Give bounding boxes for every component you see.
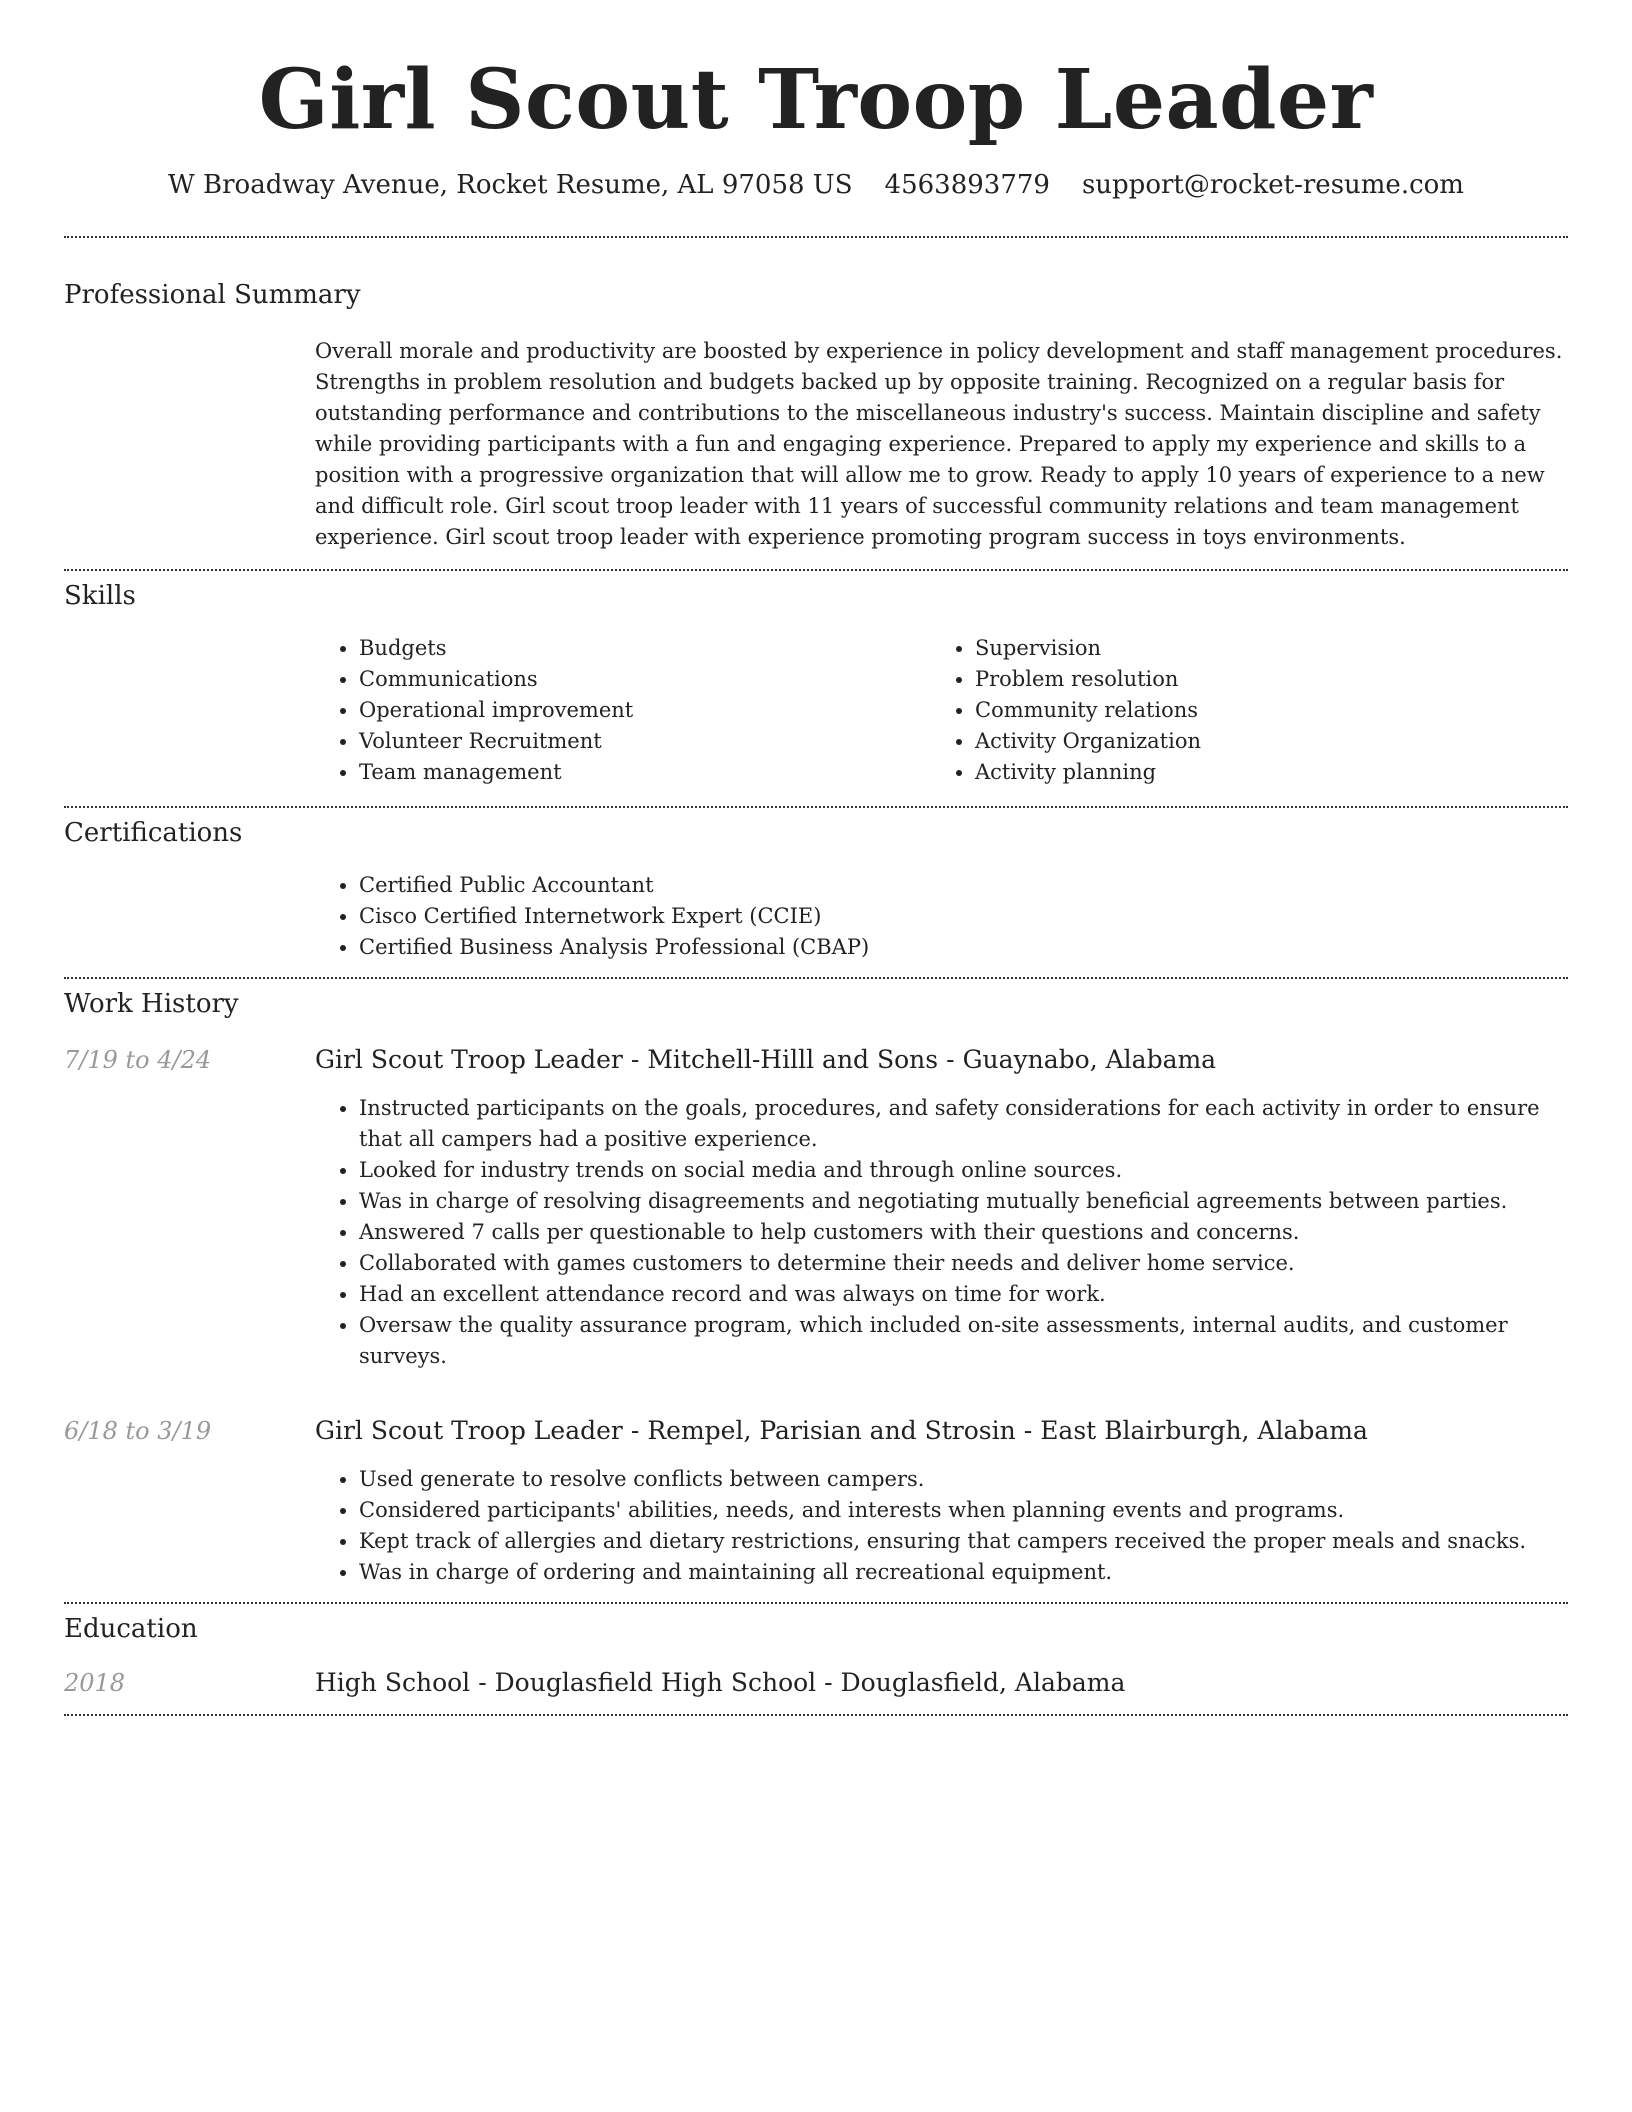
job-bullet: • Used generate to resolve conflicts between campers.	[359, 1464, 1568, 1495]
education-details	[315, 1666, 1568, 1700]
skill-item: • Activity Organization	[975, 726, 1547, 757]
education-degree: High School	[315, 1668, 471, 1697]
section-title-certifications: Certifications	[64, 818, 243, 848]
certifications-section	[64, 808, 1568, 977]
job-bullet: • Oversaw the quality assurance program, which included on-site assessments, internal audits, and customer surveys.	[359, 1310, 1568, 1372]
education-school: Douglasfield High School	[494, 1668, 817, 1697]
resume-header	[0, 0, 1632, 200]
job-role: Girl Scout Troop Leader	[315, 1416, 623, 1445]
certification-item: • Certified Public Accountant	[359, 870, 1568, 901]
skills-list-right	[931, 633, 1547, 788]
candidate-name: Girl Scout Troop Leader	[258, 52, 1374, 148]
summary-section	[64, 238, 1568, 569]
job-location: East Blairburgh, Alabama	[1040, 1416, 1368, 1445]
skills-columns	[315, 633, 1568, 788]
job-bullet: • Kept track of allergies and dietary restrictions, ensuring that campers received the proper meals and snacks.	[359, 1526, 1568, 1557]
contact-line	[0, 170, 1632, 200]
education-year: 2018	[64, 1669, 126, 1697]
job-bullet: • Instructed participants on the goals, procedures, and safety considerations for each activity in order to ensure that all campers had a positive experience.	[359, 1093, 1568, 1155]
section-divider	[64, 1714, 1568, 1716]
education-entry	[64, 1666, 1568, 1700]
skills-list-left	[315, 633, 931, 788]
certification-item: • Certified Business Analysis Professional (CBAP)	[359, 932, 1568, 963]
job-bullet: • Was in charge of ordering and maintaining all recreational equipment.	[359, 1557, 1568, 1588]
job-bullet: • Answered 7 calls per questionable to help customers with their questions and concerns.	[359, 1217, 1568, 1248]
section-title-summary: Professional Summary	[64, 280, 361, 310]
education-section	[64, 1604, 1568, 1714]
section-title-work-history: Work History	[64, 989, 239, 1019]
job-details	[315, 1414, 1568, 1588]
job-role: Girl Scout Troop Leader	[315, 1045, 623, 1074]
job-company: Rempel, Parisian and Strosin	[647, 1416, 1016, 1445]
skill-item: • Budgets	[359, 633, 931, 664]
separator: -	[630, 1416, 640, 1445]
skill-item: • Team management	[359, 757, 931, 788]
job-bullets	[315, 1464, 1568, 1588]
education-title-line	[315, 1666, 1568, 1700]
separator: -	[478, 1668, 487, 1697]
summary-text: Overall morale and productivity are boosted by experience in policy development and staff management procedures. Strengths in problem resolution and budgets backed up by opposite training. Recognized on a regular basis for outstanding performance and contributions to the miscellaneous industry's success. Maintain discipline and safety while providing participants with a fun and engaging experience. Prepared to apply my experience and skills to a position with a progressive organization that will allow me to grow. Ready to apply 10 years of experience to a new and difficult role. Girl scout troop leader with 11 years of successful community relations and team management experience. Girl scout troop leader with experience promoting program success in toys environments.	[315, 339, 1563, 549]
skills-section	[64, 571, 1568, 806]
separator: -	[824, 1668, 833, 1697]
job-details	[315, 1043, 1568, 1372]
skill-item: • Community relations	[975, 695, 1547, 726]
job-bullet: • Considered participants' abilities, needs, and interests when planning events and programs.	[359, 1495, 1568, 1526]
skill-item: • Operational improvement	[359, 695, 931, 726]
work-history-section	[64, 979, 1568, 1588]
job-bullets	[315, 1093, 1568, 1372]
certifications-list-wrap	[315, 870, 1568, 963]
job-entry	[64, 1414, 1568, 1588]
certifications-list	[315, 870, 1568, 963]
job-bullet: • Was in charge of resolving disagreements and negotiating mutually beneficial agreements between parties.	[359, 1186, 1568, 1217]
skill-item: • Problem resolution	[975, 664, 1547, 695]
skills-column-right	[931, 633, 1547, 788]
skill-item: • Supervision	[975, 633, 1547, 664]
separator: -	[946, 1045, 955, 1074]
section-title-skills: Skills	[64, 581, 136, 611]
job-dates: 7/19 to 4/24	[64, 1046, 212, 1074]
skill-item: • Volunteer Recruitment	[359, 726, 931, 757]
job-entry	[64, 1043, 1568, 1372]
skill-item: • Communications	[359, 664, 931, 695]
job-title-line	[315, 1414, 1568, 1448]
certification-item: • Cisco Certified Internetwork Expert (CCIE)	[359, 901, 1568, 932]
job-title-line	[315, 1043, 1568, 1077]
resume-content	[64, 236, 1568, 1716]
separator: -	[1023, 1416, 1033, 1445]
contact-phone: 4563893779	[884, 170, 1050, 200]
job-bullet: • Collaborated with games customers to determine their needs and deliver home service.	[359, 1248, 1568, 1279]
job-bullet: • Looked for industry trends on social media and through online sources.	[359, 1155, 1568, 1186]
contact-address: W Broadway Avenue, Rocket Resume, AL 97058 US	[168, 170, 853, 200]
skills-column-left	[315, 633, 931, 788]
job-dates: 6/18 to 3/19	[64, 1417, 212, 1445]
job-bullet: • Had an excellent attendance record and was always on time for work.	[359, 1279, 1568, 1310]
section-title-education: Education	[64, 1614, 198, 1644]
job-company: Mitchell-Hilll and Sons	[647, 1045, 939, 1074]
education-location: Douglasfield, Alabama	[840, 1668, 1126, 1697]
skill-item: • Activity planning	[975, 757, 1547, 788]
separator: -	[630, 1045, 640, 1074]
contact-email: support@rocket-resume.com	[1081, 170, 1464, 200]
job-location: Guaynabo, Alabama	[962, 1045, 1217, 1074]
